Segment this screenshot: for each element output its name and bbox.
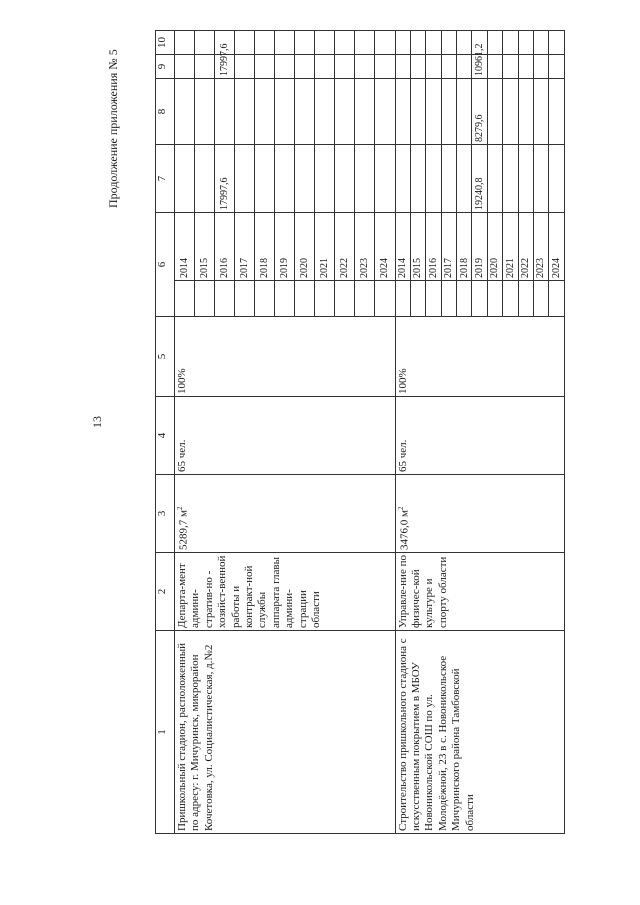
funding-col8-cell <box>518 55 533 79</box>
blank-cell <box>175 281 195 317</box>
total-funding-cell <box>315 145 335 213</box>
funding-col8-cell <box>426 55 441 79</box>
area-value: 5289,7 м <box>177 510 190 550</box>
total-funding-cell <box>441 145 456 213</box>
funding-col7-cell <box>215 79 235 145</box>
total-funding-cell: 17997,6 <box>215 145 235 213</box>
year-cell: 2016 <box>215 213 235 281</box>
funding-col8-cell <box>503 55 518 79</box>
year-cell: 2016 <box>426 213 441 281</box>
blank-cell <box>426 281 441 317</box>
column-header: 2 <box>156 553 175 631</box>
blank-cell <box>441 281 456 317</box>
empty-col9-cell <box>534 31 549 55</box>
total-funding-cell <box>175 145 195 213</box>
empty-col9-cell <box>518 31 533 55</box>
funding-col8-cell <box>534 55 549 79</box>
column-header: 4 <box>156 397 175 475</box>
total-funding-cell <box>195 145 215 213</box>
year-cell: 2018 <box>457 213 472 281</box>
funding-col8-cell <box>441 55 456 79</box>
funding-col7-cell <box>410 79 425 145</box>
empty-col9-cell <box>355 31 375 55</box>
funding-col8-cell <box>275 55 295 79</box>
executor-cell: Департа-мент админи-стратив-но - хозяйст-венной работы и контракт-ной службы аппарата главы админи-страции области <box>175 553 395 631</box>
page-number: 13 <box>90 416 104 428</box>
funding-col7-cell <box>487 79 502 145</box>
year-cell: 2023 <box>534 213 549 281</box>
year-cell: 2018 <box>255 213 275 281</box>
funding-col8-cell <box>235 55 255 79</box>
year-cell: 2019 <box>275 213 295 281</box>
program-table-grid <box>155 30 565 834</box>
year-cell: 2019 <box>472 213 487 281</box>
year-cell: 2020 <box>295 213 315 281</box>
area-unit-exponent: 2 <box>176 506 185 511</box>
funding-col7-cell <box>355 79 375 145</box>
year-cell: 2023 <box>355 213 375 281</box>
funding-col7-cell <box>457 79 472 145</box>
funding-col7-cell <box>175 79 195 145</box>
empty-col9-cell <box>295 31 315 55</box>
funding-col7-cell <box>375 79 395 145</box>
table-row <box>395 31 410 834</box>
year-cell: 2017 <box>441 213 456 281</box>
total-funding-cell <box>549 145 565 213</box>
funding-col8-cell <box>335 55 355 79</box>
area-unit-exponent: 2 <box>396 506 405 511</box>
total-funding-cell <box>503 145 518 213</box>
blank-cell <box>395 281 410 317</box>
year-cell: 2024 <box>549 213 565 281</box>
column-header: 1 <box>156 631 175 834</box>
year-cell: 2022 <box>518 213 533 281</box>
funding-col7-cell <box>441 79 456 145</box>
blank-cell <box>518 281 533 317</box>
funding-col8-cell: 17997,6 <box>215 55 235 79</box>
total-funding-cell <box>457 145 472 213</box>
blank-cell <box>295 281 315 317</box>
total-funding-cell <box>355 145 375 213</box>
funding-col7-cell <box>315 79 335 145</box>
funding-col8-cell <box>255 55 275 79</box>
funding-col7-cell <box>395 79 410 145</box>
blank-cell <box>315 281 335 317</box>
empty-col9-cell <box>255 31 275 55</box>
funding-col7-cell <box>518 79 533 145</box>
total-funding-cell: 19240,8 <box>472 145 487 213</box>
funding-col7-cell <box>255 79 275 145</box>
funding-col7-cell <box>275 79 295 145</box>
funding-col8-cell <box>315 55 335 79</box>
table-row <box>175 31 195 834</box>
column-header: 3 <box>156 475 175 553</box>
blank-cell <box>410 281 425 317</box>
funding-col8-cell <box>457 55 472 79</box>
area-cell <box>175 475 395 553</box>
blank-cell <box>255 281 275 317</box>
funding-col8-cell <box>549 55 565 79</box>
empty-col9-cell <box>426 31 441 55</box>
funding-col7-cell <box>534 79 549 145</box>
column-header: 10 <box>156 31 175 55</box>
total-funding-cell <box>275 145 295 213</box>
total-funding-cell <box>375 145 395 213</box>
readiness-cell: 100% <box>175 317 395 397</box>
column-header: 8 <box>156 79 175 145</box>
funding-col8-cell <box>410 55 425 79</box>
funding-col8-cell <box>487 55 502 79</box>
year-cell: 2021 <box>315 213 335 281</box>
header-row <box>156 31 175 834</box>
total-funding-cell <box>395 145 410 213</box>
column-header: 7 <box>156 145 175 213</box>
blank-cell <box>215 281 235 317</box>
year-cell: 2024 <box>375 213 395 281</box>
total-funding-cell <box>426 145 441 213</box>
year-cell: 2014 <box>175 213 195 281</box>
blank-cell <box>195 281 215 317</box>
empty-col9-cell <box>195 31 215 55</box>
funding-col7-cell <box>195 79 215 145</box>
funding-col8-cell <box>195 55 215 79</box>
area-value: 3476,0 м <box>398 510 411 550</box>
capacity-cell: 65 чел. <box>175 397 395 475</box>
year-cell: 2020 <box>487 213 502 281</box>
year-cell: 2015 <box>410 213 425 281</box>
empty-col9-cell <box>503 31 518 55</box>
total-funding-cell <box>255 145 275 213</box>
funding-col7-cell <box>426 79 441 145</box>
capacity-cell: 65 чел. <box>395 397 564 475</box>
program-table <box>155 31 565 834</box>
year-cell: 2022 <box>335 213 355 281</box>
empty-col9-cell <box>175 31 195 55</box>
blank-cell <box>503 281 518 317</box>
total-funding-cell <box>335 145 355 213</box>
blank-cell <box>457 281 472 317</box>
column-header: 6 <box>156 213 175 317</box>
blank-cell <box>355 281 375 317</box>
year-cell: 2021 <box>503 213 518 281</box>
appendix-continuation-note: Продолжение приложения № 5 <box>106 49 120 208</box>
empty-col9-cell <box>457 31 472 55</box>
funding-col8-cell <box>395 55 410 79</box>
empty-col9-cell <box>335 31 355 55</box>
column-header: 5 <box>156 317 175 397</box>
executor-cell: Управле-ние по физичес-кой культуре и спорту области <box>395 553 564 631</box>
funding-col8-cell <box>175 55 195 79</box>
object-name-cell: Пришкольный стадион, расположенный по адресу: г. Мичуринск, микрорайон Кочетовка, ул. Социалистическая, д.№2 <box>175 631 395 834</box>
blank-cell <box>487 281 502 317</box>
column-header: 9 <box>156 55 175 79</box>
total-funding-cell <box>295 145 315 213</box>
year-cell: 2014 <box>395 213 410 281</box>
funding-col7-cell <box>235 79 255 145</box>
blank-cell <box>549 281 565 317</box>
total-funding-cell <box>410 145 425 213</box>
total-funding-cell <box>487 145 502 213</box>
empty-col9-cell <box>441 31 456 55</box>
funding-col8-cell <box>375 55 395 79</box>
empty-col9-cell <box>487 31 502 55</box>
blank-cell <box>534 281 549 317</box>
blank-cell <box>472 281 487 317</box>
empty-col9-cell <box>395 31 410 55</box>
blank-cell <box>335 281 355 317</box>
empty-col9-cell <box>235 31 255 55</box>
funding-col7-cell <box>335 79 355 145</box>
total-funding-cell <box>518 145 533 213</box>
year-cell: 2015 <box>195 213 215 281</box>
empty-col9-cell <box>549 31 565 55</box>
readiness-cell: 100% <box>395 317 564 397</box>
empty-col9-cell <box>375 31 395 55</box>
funding-col7-cell <box>503 79 518 145</box>
area-cell <box>395 475 564 553</box>
blank-cell <box>275 281 295 317</box>
funding-col8-cell <box>295 55 315 79</box>
funding-col7-cell <box>549 79 565 145</box>
empty-col9-cell <box>275 31 295 55</box>
total-funding-cell <box>534 145 549 213</box>
funding-col7-cell <box>295 79 315 145</box>
empty-col9-cell <box>410 31 425 55</box>
object-name-cell: Строительство пришкольного стадиона с искусственным покрытием в МБОУ Новоникольской СОШ по ул. Молодёжной, 23 в с. Новоникольское Мичуринского района Тамбовской области <box>395 631 564 834</box>
empty-col9-cell <box>315 31 335 55</box>
blank-cell <box>375 281 395 317</box>
funding-col8-cell: 10961,2 <box>472 55 487 79</box>
blank-cell <box>235 281 255 317</box>
total-funding-cell <box>235 145 255 213</box>
funding-col7-cell: 8279,6 <box>472 79 487 145</box>
funding-col8-cell <box>355 55 375 79</box>
year-cell: 2017 <box>235 213 255 281</box>
